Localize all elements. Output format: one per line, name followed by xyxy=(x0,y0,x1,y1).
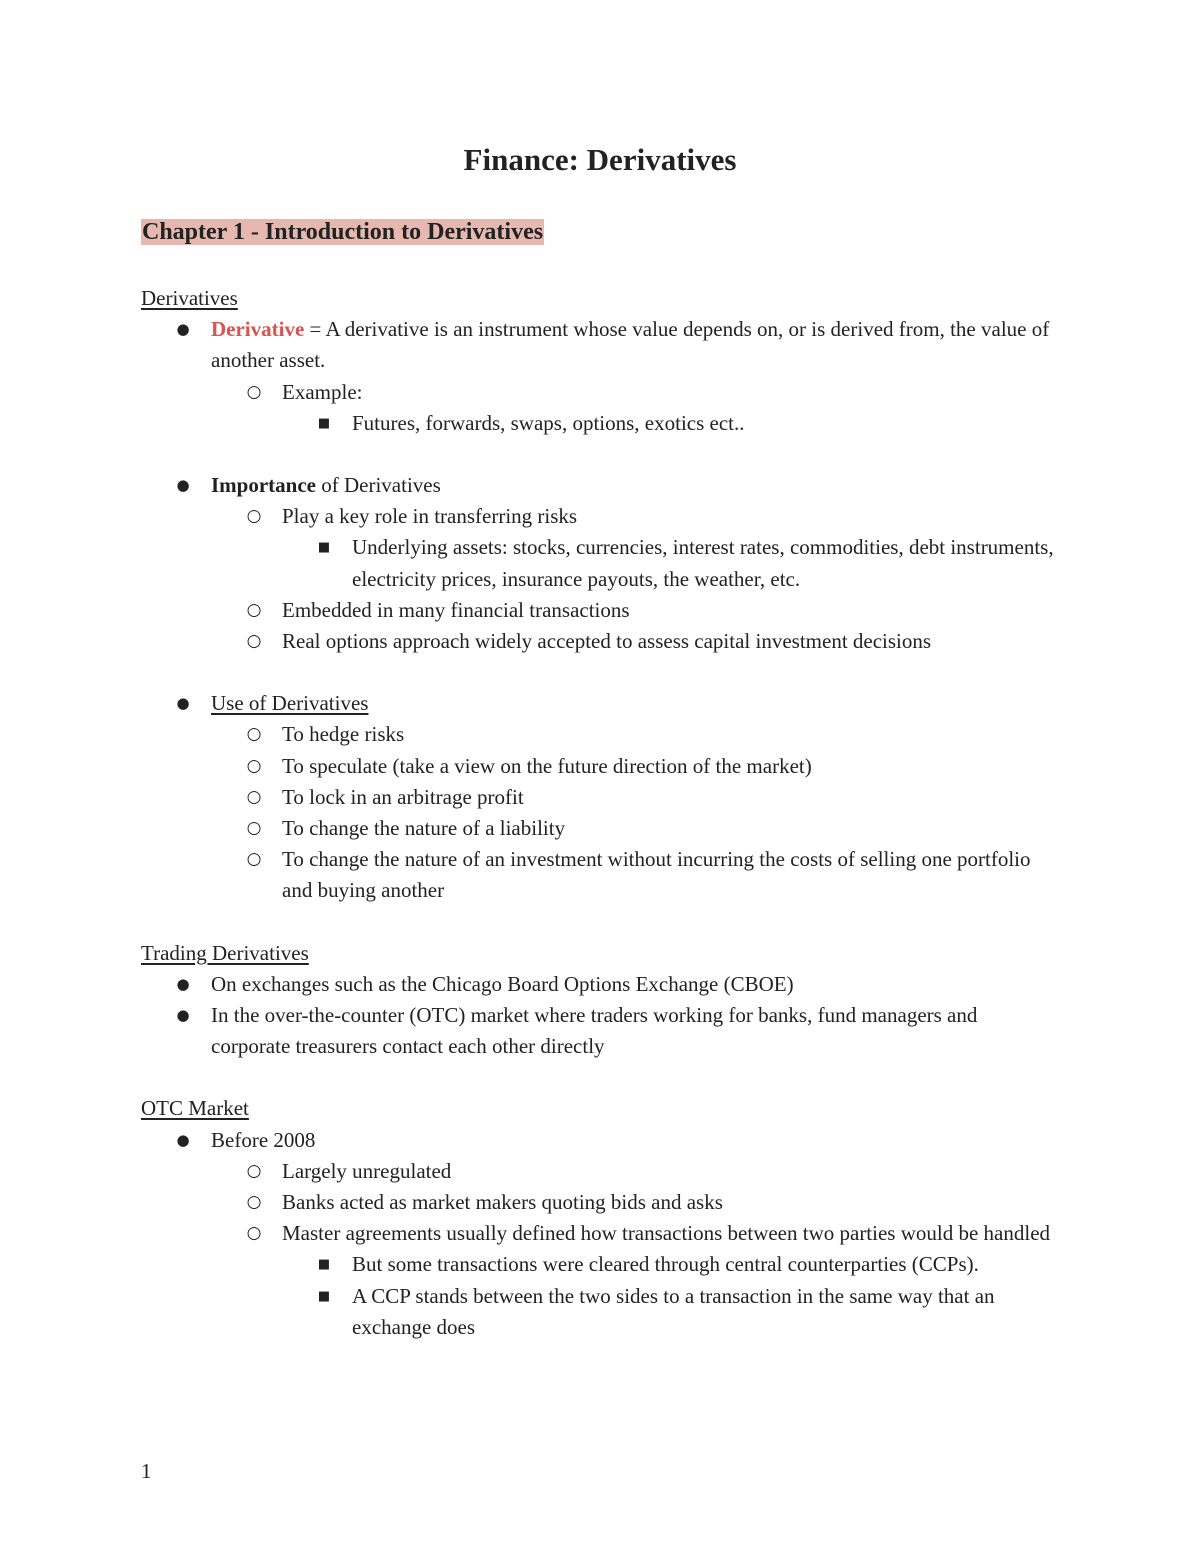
chapter-heading-text: Chapter 1 - Introduction to Derivatives xyxy=(142,219,544,245)
list-item xyxy=(141,1156,1061,1187)
otc-point: Banks acted as market makers quoting bids and asks xyxy=(282,1190,723,1215)
list-item xyxy=(141,377,1061,408)
use-item: To speculate (take a view on the future direction of the market) xyxy=(282,753,812,778)
trading-item: On exchanges such as the Chicago Board Options Exchange (CBOE) xyxy=(211,971,794,996)
list-item xyxy=(141,1125,1061,1156)
bullet-icon: ● xyxy=(176,1130,190,1149)
square-bullet-icon: ■ xyxy=(317,415,331,431)
circle-bullet-icon: ○ xyxy=(246,1160,262,1181)
document-body xyxy=(141,283,1061,1343)
otc-sub-point: A CCP stands between the two sides to a transaction in the same way that an exchange does xyxy=(352,1283,995,1339)
circle-bullet-icon: ○ xyxy=(246,786,262,807)
use-item: To change the nature of an investment without incurring the costs of selling one portfolio and buying another xyxy=(282,847,1031,903)
list-item xyxy=(141,688,1061,719)
importance-point: Play a key role in transferring risks xyxy=(282,504,578,529)
chapter-heading xyxy=(141,213,544,251)
importance-point: Embedded in many financial transactions xyxy=(282,597,630,622)
importance-list xyxy=(141,470,1061,657)
use-list xyxy=(141,688,1061,906)
page-number: 1 xyxy=(141,1459,152,1483)
list-item xyxy=(141,470,1061,501)
list-item xyxy=(141,595,1061,626)
circle-bullet-icon: ○ xyxy=(246,599,262,620)
list-item xyxy=(141,844,1061,906)
circle-bullet-icon: ○ xyxy=(246,849,262,870)
list-item xyxy=(141,408,1061,439)
example-items: Futures, forwards, swaps, options, exotics ect.. xyxy=(352,410,745,435)
list-item xyxy=(141,719,1061,750)
otc-point: Largely unregulated xyxy=(282,1158,452,1183)
list-item xyxy=(141,813,1061,844)
square-bullet-icon: ■ xyxy=(317,1257,331,1273)
bullet-icon: ● xyxy=(176,974,190,993)
trading-list xyxy=(141,969,1061,1063)
list-item xyxy=(141,782,1061,813)
section-heading-otc: OTC Market xyxy=(141,1096,249,1121)
document-title: Finance: Derivatives xyxy=(463,142,737,177)
section-heading-derivatives: Derivatives xyxy=(141,286,238,310)
derivatives-list xyxy=(141,314,1061,439)
circle-bullet-icon: ○ xyxy=(246,724,262,745)
list-item xyxy=(141,1249,1061,1280)
list-item xyxy=(141,751,1061,782)
bullet-icon: ● xyxy=(176,1006,190,1025)
list-item xyxy=(141,1187,1061,1218)
list-item xyxy=(141,1000,1061,1062)
square-bullet-icon: ■ xyxy=(317,1288,331,1304)
importance-point: Real options approach widely accepted to assess capital investment decisions xyxy=(282,629,932,654)
importance-point: Underlying assets: stocks, currencies, interest rates, commodities, debt instruments, electricity prices, insurance payouts, the weather, etc. xyxy=(352,535,1054,591)
list-item xyxy=(141,532,1061,594)
circle-bullet-icon: ○ xyxy=(246,755,262,776)
circle-bullet-icon: ○ xyxy=(246,631,262,652)
use-heading: Use of Derivatives xyxy=(211,691,369,716)
term-importance: Importance xyxy=(211,473,316,498)
list-item xyxy=(141,1281,1061,1343)
list-item xyxy=(141,501,1061,532)
circle-bullet-icon: ○ xyxy=(246,1223,262,1244)
square-bullet-icon: ■ xyxy=(317,540,331,556)
importance-rest: of Derivatives xyxy=(315,473,441,498)
circle-bullet-icon: ○ xyxy=(246,1192,262,1213)
circle-bullet-icon: ○ xyxy=(246,506,262,527)
section-heading-trading: Trading Derivatives xyxy=(141,940,309,965)
list-item xyxy=(141,969,1061,1000)
circle-bullet-icon: ○ xyxy=(246,381,262,402)
otc-point: Master agreements usually defined how transactions between two parties would be handled xyxy=(282,1221,1051,1246)
bullet-icon: ● xyxy=(176,694,190,713)
use-item: To change the nature of a liability xyxy=(282,816,566,841)
trading-item: In the over-the-counter (OTC) market where traders working for banks, fund managers and corporate treasurers contact each other directly xyxy=(211,1003,978,1059)
term-derivative: Derivative xyxy=(211,317,305,342)
otc-sub-point: But some transactions were cleared through central counterparties (CCPs). xyxy=(352,1252,979,1277)
use-item: To lock in an arbitrage profit xyxy=(282,784,524,809)
list-item xyxy=(141,1218,1061,1249)
list-item xyxy=(141,626,1061,657)
definition-text: = A derivative is an instrument whose value depends on, or is derived from, the value of another asset. xyxy=(211,317,1050,373)
use-item: To hedge risks xyxy=(282,722,405,747)
otc-list xyxy=(141,1125,1061,1343)
bullet-icon: ● xyxy=(176,320,190,339)
list-item xyxy=(141,314,1061,376)
circle-bullet-icon: ○ xyxy=(246,818,262,839)
example-label: Example: xyxy=(282,379,363,404)
otc-before: Before 2008 xyxy=(211,1127,316,1152)
bullet-icon: ● xyxy=(176,476,190,495)
